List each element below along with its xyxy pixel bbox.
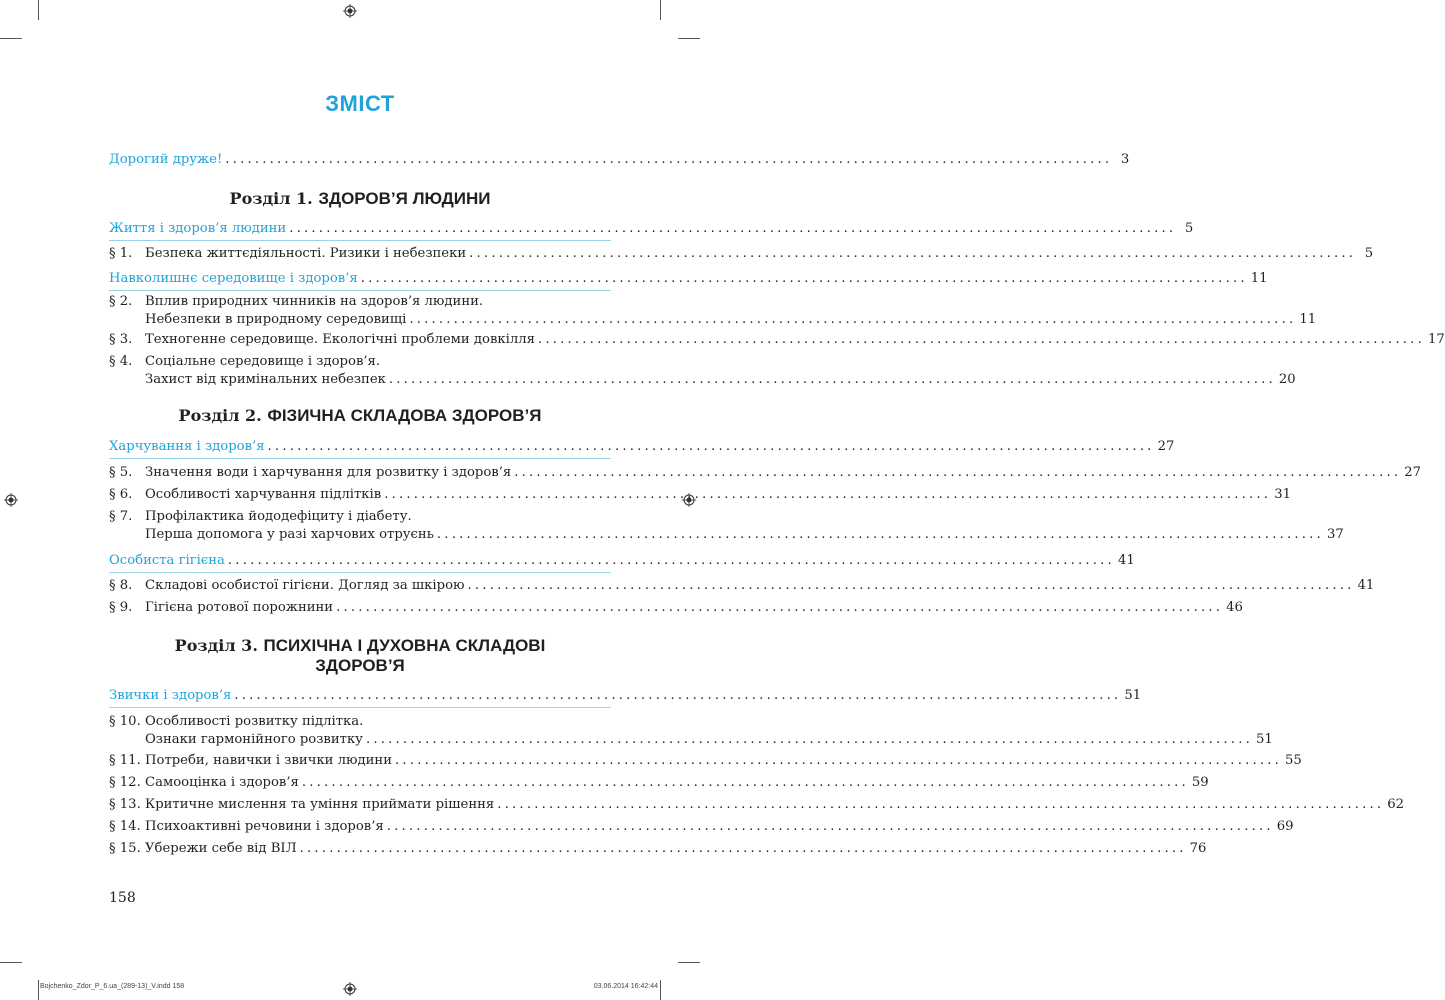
dot-leader: ........................................................................................................................ [497,797,1385,812]
dot-leader: ........................................................................................................................ [469,246,1357,261]
divider [109,240,611,241]
toc-category[interactable]: Особиста гігієна ........................................................................................................................ 41 [109,553,1135,568]
dot-leader: ........................................................................................................................ [514,465,1402,480]
crop-mark [678,962,700,963]
dot-leader: ........................................................................................................................ [365,732,1253,747]
toc-entry[interactable]: § 12. Самооцінка і здоров’я ........................................................................................................................ 59 [109,775,1209,790]
footer-filename: Bojchenko_Zdor_P_6.ua_(289-13)_V.indd 158 [40,983,185,990]
footer-timestamp: 03.06.2014 16:42:44 [593,983,658,990]
toc-entry[interactable]: § 2. Вплив природних чинників на здоров’я людини. [109,294,484,309]
toc-entry[interactable]: § 1. Безпека життєдіяльності. Ризики і небезпеки ........................................................................................................................ 5 [109,246,1374,261]
toc-entry[interactable]: § 14. Психоактивні речовини і здоров’я ........................................................................................................................ 69 [109,819,1294,834]
dot-leader: ........................................................................................................................ [336,600,1224,615]
dot-leader: ........................................................................................................................ [289,221,1177,236]
crop-mark [660,0,661,20]
dot-leader: ........................................................................................................................ [409,312,1297,327]
toc-category[interactable]: Харчування і здоров’я ........................................................................................................................ 27 [109,439,1175,454]
dot-leader: ........................................................................................................................ [267,439,1155,454]
page-title: ЗМІСТ [325,91,395,116]
toc-entry[interactable]: § 10. Особливості розвитку підлітка. [109,714,364,729]
dot-leader: ........................................................................................................................ [467,578,1355,593]
toc-entry[interactable]: § 8. Складові особистої гігієни. Догляд за шкірою ........................................................................................................................ 41 [109,578,1375,593]
toc-entry[interactable]: § 13. Критичне мислення та уміння приймати рішення ........................................................................................................................ 62 [109,797,1405,812]
crop-mark [0,38,22,39]
dot-leader: ........................................................................................................................ [384,487,1272,502]
section-heading-2: Розділ 2. ФІЗИЧНА СКЛАДОВА ЗДОРОВ’Я [178,406,542,425]
page-number: 158 [109,890,136,906]
toc-entry[interactable]: § 6. Особливості харчування підлітків ........................................................................................................................ 31 [109,487,1292,502]
toc-entry-continued[interactable]: Ознаки гармонійного розвитку ........................................................................................................................ 51 [145,732,1273,747]
toc-entry[interactable]: § 9. Гігієна ротової порожнини ........................................................................................................................ 46 [109,600,1243,615]
section-heading-3-line2: ЗДОРОВ’Я [315,656,405,675]
divider [109,572,611,573]
dot-leader: ........................................................................................................................ [227,553,1115,568]
divider [109,290,611,291]
section-heading-3: Розділ 3. ПСИХІЧНА І ДУХОВНА СКЛАДОВІ [174,636,546,655]
crop-mark [660,980,661,1000]
divider [109,707,611,708]
toc-entry-continued[interactable]: Небезпеки в природному середовищі ........................................................................................................................ 11 [145,312,1317,327]
registration-mark-left [4,493,18,507]
dot-leader: ........................................................................................................................ [436,527,1324,542]
crop-mark [678,38,700,39]
dot-leader: ........................................................................................................................ [225,152,1113,167]
dot-leader: ........................................................................................................................ [360,271,1248,286]
toc-category[interactable]: Життя і здоров’я людини ........................................................................................................................ 5 [109,221,1194,236]
toc-entry-continued[interactable]: Захист від кримінальних небезпек ........................................................................................................................ 20 [145,372,1296,387]
toc-entry[interactable]: § 4. Соціальне середовище і здоров’я. [109,354,381,369]
dot-leader: ........................................................................................................................ [301,775,1189,790]
dot-leader: ........................................................................................................................ [395,753,1283,768]
registration-mark-top [343,4,357,18]
dot-leader: ........................................................................................................................ [537,332,1425,347]
crop-mark [38,0,39,20]
toc-category[interactable]: Звички і здоров’я ........................................................................................................................ 51 [109,688,1142,703]
toc-entry[interactable]: § 5. Значення води і харчування для розвитку і здоров’я ........................................................................................................................ 27 [109,465,1422,480]
dot-leader: ........................................................................................................................ [234,688,1122,703]
divider [109,458,611,459]
toc-entry[interactable]: § 3. Техногенне середовище. Екологічні проблеми довкілля ........................................................................................................................ 17 [109,332,1445,347]
dot-leader: ........................................................................................................................ [388,372,1276,387]
dot-leader: ........................................................................................................................ [299,841,1187,856]
toc-entry[interactable]: § 7. Профілактика йододефіциту і діабету. [109,509,412,524]
crop-mark [0,962,22,963]
section-heading-1: Розділ 1. ЗДОРОВ’Я ЛЮДИНИ [229,189,491,208]
toc-entry-continued[interactable]: Перша допомога у разі харчових отруєнь ........................................................................................................................ 37 [145,527,1344,542]
dot-leader: ........................................................................................................................ [386,819,1274,834]
toc-entry[interactable]: § 15. Убережи себе від ВІЛ ........................................................................................................................ 76 [109,841,1207,856]
registration-mark-bottom [343,982,357,996]
crop-mark [38,980,39,1000]
toc-category[interactable]: Навколишнє середовище і здоров’я ........................................................................................................................ 11 [109,271,1268,286]
toc-intro[interactable]: Дорогий друже! ........................................................................................................................ 3 [109,152,1130,167]
toc-entry[interactable]: § 11. Потреби, навички і звички людини ........................................................................................................................ 55 [109,753,1302,768]
